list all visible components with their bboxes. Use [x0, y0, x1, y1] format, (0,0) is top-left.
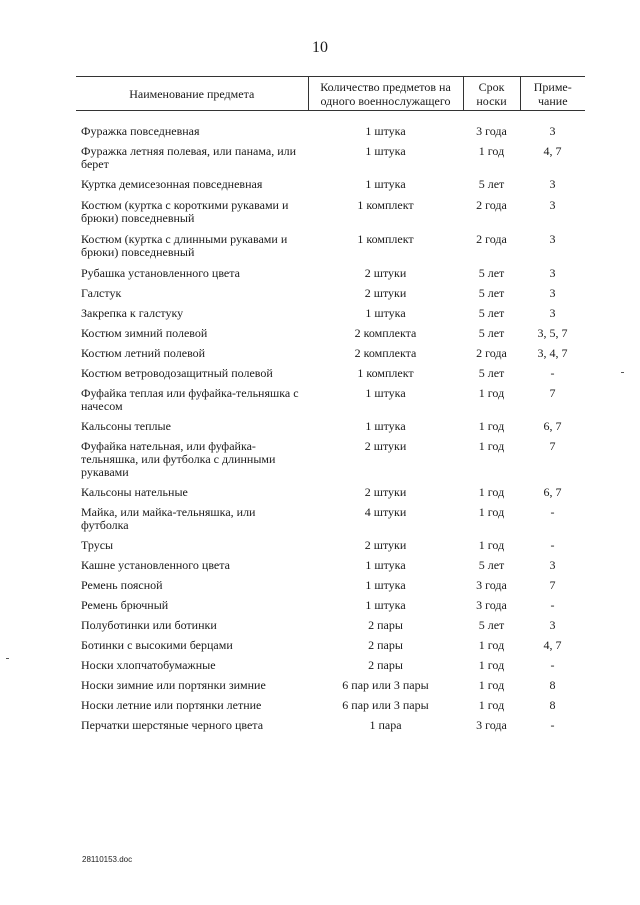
cell-item-name: Носки зимние или портянки зимние — [81, 678, 266, 692]
cell-wear-term: 1 год — [478, 144, 505, 158]
cell-wear-term: 5 лет — [478, 618, 505, 632]
cell-item-name: Костюм (куртка с короткими рукавами и брюки) повседневный — [81, 198, 289, 225]
cell-wear-term: 1 год — [478, 638, 505, 652]
cell-item-name: Галстук — [81, 286, 122, 300]
cell-item-name: Куртка демисезонная повседневная — [81, 177, 263, 191]
cell-wear-term: 5 лет — [478, 306, 505, 320]
cell-note: 7 — [549, 386, 556, 400]
table-row — [76, 719, 585, 739]
cell-wear-term: 5 лет — [478, 266, 505, 280]
clothing-allowance-table-area — [76, 76, 585, 739]
cell-wear-term: 1 год — [478, 538, 505, 552]
cell-note: 7 — [549, 439, 556, 453]
cell-note: 3 — [549, 306, 556, 320]
cell-item-name: Трусы — [81, 538, 114, 552]
cell-item-name: Кальсоны нательные — [81, 485, 188, 499]
cell-wear-term: 2 года — [476, 346, 507, 360]
cell-note: - — [550, 505, 555, 519]
cell-wear-term: 1 год — [478, 678, 505, 692]
table-spacer-row — [76, 111, 585, 126]
cell-quantity: 1 комплект — [357, 232, 414, 246]
cell-wear-term: 5 лет — [478, 286, 505, 300]
cell-note: 6, 7 — [543, 419, 562, 433]
cell-item-name: Костюм (куртка с длинными рукавами и брюки) повседневный — [81, 232, 288, 259]
header-note: Приме-чание — [520, 77, 585, 111]
cell-item-name: Фуражка повседневная — [81, 124, 200, 138]
cell-wear-term: 2 года — [476, 232, 507, 246]
cell-note: 3 — [549, 266, 556, 280]
table-row — [76, 178, 585, 199]
cell-note: 3 — [549, 286, 556, 300]
table-row — [76, 599, 585, 619]
cell-item-name: Носки летние или портянки летние — [81, 698, 262, 712]
cell-quantity: 2 штуки — [364, 439, 407, 453]
cell-quantity: 2 пары — [368, 658, 403, 672]
header-item-name: Наименование предмета — [76, 77, 308, 111]
table-row — [76, 145, 585, 178]
cell-item-name: Майка, или майка-тельняшка, или футболка — [81, 505, 256, 532]
cell-wear-term: 3 года — [476, 124, 507, 138]
cell-quantity: 1 комплект — [357, 366, 414, 380]
cell-quantity: 1 штука — [365, 578, 406, 592]
cell-note: 8 — [549, 678, 556, 692]
cell-quantity: 1 штука — [365, 419, 406, 433]
cell-quantity: 2 штуки — [364, 538, 407, 552]
cell-item-name: Костюм ветроводозащитный полевой — [81, 366, 273, 380]
cell-note: 3, 5, 7 — [537, 326, 568, 340]
cell-note: 3 — [549, 198, 556, 212]
cell-quantity: 2 штуки — [364, 485, 407, 499]
cell-wear-term: 3 года — [476, 718, 507, 732]
cell-wear-term: 3 года — [476, 598, 507, 612]
cell-quantity: 2 штуки — [364, 266, 407, 280]
cell-wear-term: 1 год — [478, 505, 505, 519]
table-row — [76, 367, 585, 387]
cell-quantity: 2 штуки — [364, 286, 407, 300]
cell-item-name: Кашне установленного цвета — [81, 558, 230, 572]
cell-quantity: 1 штука — [365, 306, 406, 320]
cell-note: 8 — [549, 698, 556, 712]
cell-quantity: 2 пары — [368, 618, 403, 632]
cell-wear-term: 1 год — [478, 386, 505, 400]
cell-wear-term: 1 год — [478, 698, 505, 712]
table-row — [76, 347, 585, 367]
table-row — [76, 199, 585, 233]
header-quantity: Количество предметов на одного военнослужащего — [308, 77, 463, 111]
table-row — [76, 659, 585, 679]
cell-quantity: 6 пар или 3 пары — [342, 698, 429, 712]
cell-wear-term: 1 год — [478, 419, 505, 433]
cell-wear-term: 1 год — [478, 658, 505, 672]
cell-quantity: 2 комплекта — [354, 326, 417, 340]
cell-note: 4, 7 — [543, 638, 562, 652]
cell-item-name: Фуфайка теплая или фуфайка-тельняшка с начесом — [81, 386, 299, 413]
table-row — [76, 387, 585, 420]
cell-wear-term: 5 лет — [478, 177, 505, 191]
cell-item-name: Кальсоны теплые — [81, 419, 171, 433]
cell-item-name: Фуражка летняя полевая, или панама, или берет — [81, 144, 297, 171]
table-row — [76, 486, 585, 506]
cell-item-name: Ремень брючный — [81, 598, 169, 612]
cell-item-name: Носки хлопчатобумажные — [81, 658, 216, 672]
cell-note: 3 — [549, 177, 556, 191]
cell-quantity: 1 штука — [365, 386, 406, 400]
header-wear-term: Срок носки — [463, 77, 520, 111]
scan-edge-mark — [6, 658, 9, 659]
table-row — [76, 267, 585, 287]
footer-file-name: 28110153.doc — [82, 855, 133, 864]
cell-wear-term: 1 год — [478, 485, 505, 499]
cell-note: 7 — [549, 578, 556, 592]
cell-note: - — [550, 538, 555, 552]
cell-item-name: Закрепка к галстуку — [81, 306, 184, 320]
cell-quantity: 1 штука — [365, 558, 406, 572]
table-row — [76, 233, 585, 267]
table-row — [76, 440, 585, 486]
cell-note: 3 — [549, 124, 556, 138]
cell-item-name: Фуфайка нательная, или фуфайка-тельняшка, или футболка с длинными рукавами — [81, 439, 276, 479]
cell-item-name: Рубашка установленного цвета — [81, 266, 240, 280]
table-row — [76, 307, 585, 327]
cell-item-name: Костюм зимний полевой — [81, 326, 208, 340]
table-row — [76, 539, 585, 559]
table-row — [76, 506, 585, 539]
table-spacer-cell — [76, 111, 585, 126]
cell-item-name: Ботинки с высокими берцами — [81, 638, 233, 652]
cell-note: 3, 4, 7 — [537, 346, 568, 360]
cell-item-name: Ремень поясной — [81, 578, 163, 592]
cell-wear-term: 5 лет — [478, 558, 505, 572]
cell-wear-term: 5 лет — [478, 366, 505, 380]
cell-item-name: Костюм летний полевой — [81, 346, 206, 360]
table-row — [76, 699, 585, 719]
table-row — [76, 559, 585, 579]
cell-wear-term: 3 года — [476, 578, 507, 592]
table-row — [76, 579, 585, 599]
table-header-row — [76, 77, 585, 111]
page-number: 10 — [312, 39, 328, 56]
cell-note: - — [550, 366, 555, 380]
clothing-allowance-table — [76, 76, 585, 739]
cell-item-name: Перчатки шерстяные черного цвета — [81, 718, 264, 732]
cell-note: 3 — [549, 558, 556, 572]
cell-quantity: 1 пара — [369, 718, 402, 732]
cell-note: 4, 7 — [543, 144, 562, 158]
cell-quantity: 1 штука — [365, 124, 406, 138]
table-row — [76, 679, 585, 699]
table-row — [76, 420, 585, 440]
table-row — [76, 327, 585, 347]
scan-edge-mark — [621, 372, 624, 373]
table-body — [76, 111, 585, 740]
table-row — [76, 619, 585, 639]
cell-note: 3 — [549, 232, 556, 246]
cell-quantity: 1 комплект — [357, 198, 414, 212]
cell-note: - — [550, 598, 555, 612]
table-row — [76, 287, 585, 307]
cell-note: - — [550, 718, 555, 732]
cell-note: 3 — [549, 618, 556, 632]
cell-quantity: 2 комплекта — [354, 346, 417, 360]
cell-quantity: 1 штука — [365, 177, 406, 191]
cell-quantity: 1 штука — [365, 144, 406, 158]
cell-item-name: Полуботинки или ботинки — [81, 618, 217, 632]
cell-note: - — [550, 658, 555, 672]
cell-note: 6, 7 — [543, 485, 562, 499]
table-header — [76, 77, 585, 111]
table-row — [76, 125, 585, 145]
cell-quantity: 4 штуки — [364, 505, 407, 519]
cell-quantity: 1 штука — [365, 598, 406, 612]
cell-quantity: 6 пар или 3 пары — [342, 678, 429, 692]
cell-quantity: 2 пары — [368, 638, 403, 652]
cell-wear-term: 2 года — [476, 198, 507, 212]
table-row — [76, 639, 585, 659]
cell-wear-term: 5 лет — [478, 326, 505, 340]
cell-wear-term: 1 год — [478, 439, 505, 453]
